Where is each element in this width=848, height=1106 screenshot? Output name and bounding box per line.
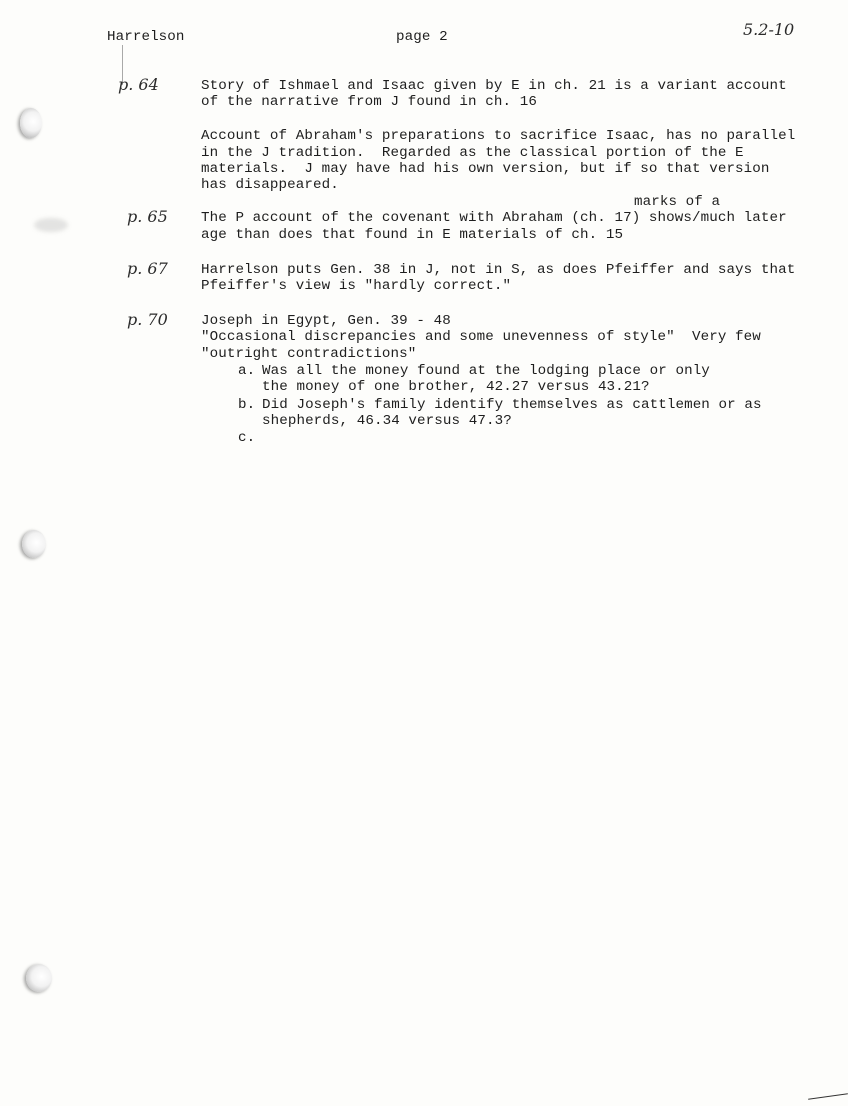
page-ref-70: p. 70	[127, 310, 168, 329]
entry-70-item-c-label: c.	[238, 430, 256, 446]
entry-64-para2-line-4: has disappeared.	[201, 177, 339, 193]
entry-64-line-2: of the narrative from J found in ch. 16	[201, 94, 537, 110]
entry-67-line-2: Pfeiffer's view is "hardly correct."	[201, 278, 512, 294]
entry-70-item-a-line-1: Was all the money found at the lodging place or only	[262, 363, 710, 379]
entry-64-para2-line-3: materials. J may have had his own version, but if so that version	[201, 161, 770, 177]
punch-hole-top	[20, 108, 42, 138]
entry-64-para2-line-1: Account of Abraham's preparations to sacrifice Isaac, has no parallel	[201, 128, 796, 144]
entry-65-line-2: age than does that found in E materials of ch. 15	[201, 227, 624, 243]
header-author: Harrelson	[107, 29, 185, 45]
header-page-number: page 2	[396, 29, 448, 45]
entry-70-item-a-line-2: the money of one brother, 42.27 versus 43.21?	[262, 379, 650, 395]
entry-64-line-1: Story of Ishmael and Isaac given by E in ch. 21 is a variant account	[201, 78, 787, 94]
entry-70-item-b-label: b.	[238, 397, 256, 413]
entry-70-line-1: Joseph in Egypt, Gen. 39 - 48	[201, 313, 451, 329]
entry-70-item-b-line-2: shepherds, 46.34 versus 47.3?	[262, 413, 512, 429]
entry-70-item-b-line-1: Did Joseph's family identify themselves as cattlemen or as	[262, 397, 762, 413]
entry-64-para2-line-2: in the J tradition. Regarded as the classical portion of the E	[201, 145, 744, 161]
page-corner-mark	[808, 1093, 848, 1100]
punch-hole-middle	[22, 530, 46, 558]
smudge-mark	[34, 218, 68, 232]
entry-70-line-3: "outright contradictions"	[201, 346, 417, 362]
page-ref-67: p. 67	[127, 259, 168, 278]
handwritten-reference: 5.2-10	[743, 20, 795, 39]
entry-67-line-1: Harrelson puts Gen. 38 in J, not in S, as does Pfeiffer and says that	[201, 262, 796, 278]
entry-65-line-1: The P account of the covenant with Abraham (ch. 17) shows/much later	[201, 210, 787, 226]
entry-70-item-a-label: a.	[238, 363, 256, 379]
entry-65-insertion: marks of a	[634, 194, 721, 210]
entry-70-line-2: "Occasional discrepancies and some unevenness of style" Very few	[201, 329, 761, 345]
punch-hole-bottom	[26, 964, 52, 992]
page-ref-64: p. 64	[118, 75, 159, 94]
page-ref-65: p. 65	[127, 207, 168, 226]
